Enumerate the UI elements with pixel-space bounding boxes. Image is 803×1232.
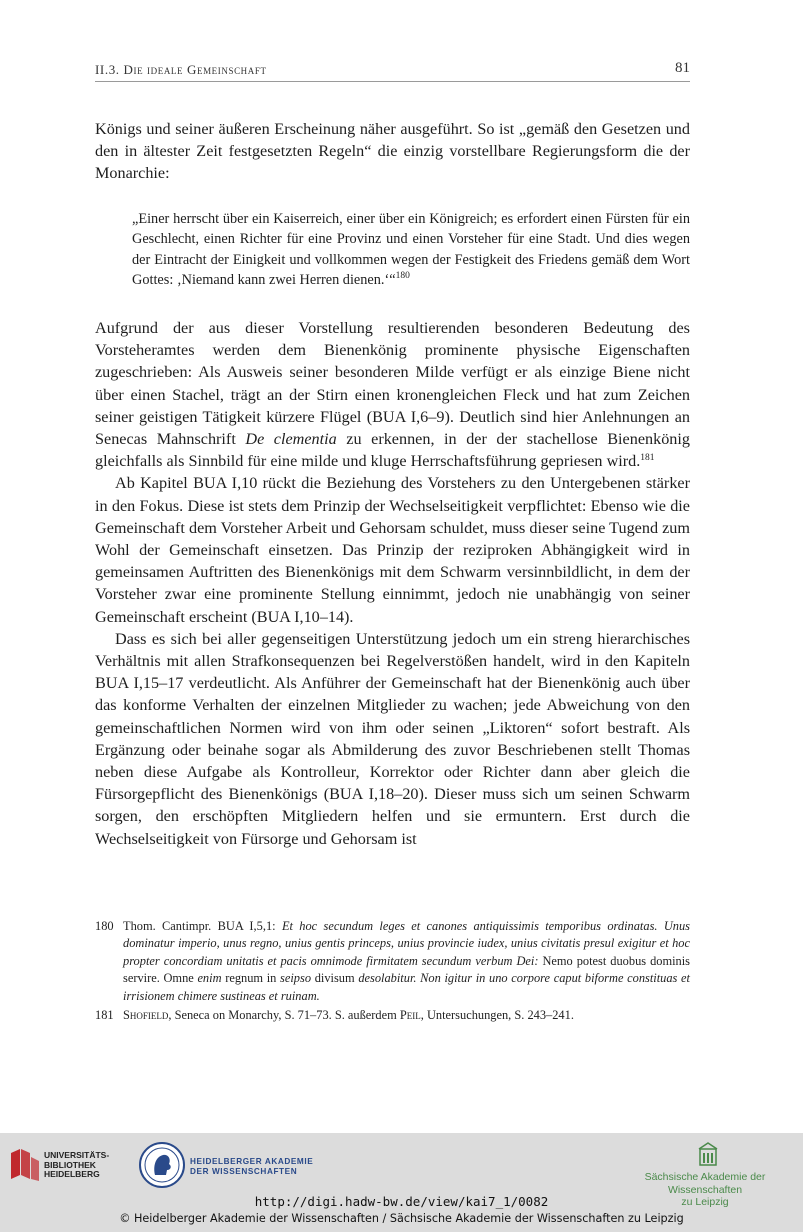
footnote-latin-3: seipso	[280, 971, 312, 986]
footnote-number: 180	[95, 919, 114, 933]
permalink-url[interactable]: http://digi.hadw-bw.de/view/kai7_1/0082	[254, 1194, 549, 1209]
paragraph-intro	[95, 118, 690, 185]
page-number: 81	[675, 60, 690, 76]
building-icon	[698, 1141, 718, 1167]
saw-line-1: Sächsische Akademie der Wissenschaften	[644, 1171, 766, 1196]
footnote-latin-roman-1: Nemo potest duobus dominis servire. Omne	[123, 953, 690, 986]
footnote-ref-181[interactable]: 181	[640, 453, 655, 464]
hadw-logo[interactable]	[138, 1141, 328, 1193]
saw-leipzig-logo[interactable]	[620, 1141, 790, 1208]
paragraph-2	[95, 317, 690, 472]
footnote-latin-1: Et hoc secundum leges et canones antiquissimis temporibus ordinatas. Unus dominatur imperio, unus regno, unius gentis princeps, unius provincie iudex, unius civitatis presul exigitur et hoc propter concordiam unitatis et pacis omnimode firmitatem secundum verbum Dei:	[123, 919, 690, 968]
footnote-author: Shofield	[123, 1008, 169, 1023]
hadw-line-2: DER WISSENSCHAFTEN	[190, 1167, 298, 1176]
academy-seal-icon	[138, 1141, 186, 1189]
ub-line-2: BIBLIOTHEK	[44, 1159, 96, 1170]
work-title-de-clementia: De clementia	[245, 430, 337, 449]
ub-heidelberg-logo[interactable]	[8, 1143, 108, 1187]
ub-logo-icon	[8, 1145, 42, 1183]
footnote-text: , Seneca on Monarchy, S. 71–73. S. außerdem	[168, 1008, 400, 1023]
main-text	[95, 317, 690, 850]
ub-logo-text	[44, 1151, 109, 1180]
paragraph-3: Ab Kapitel BUA I,10 rückt die Beziehung des Vorstehers zu den Untergebenen stärker in den Fokus. Diese ist stets dem Prinzip der Wechselseitigkeit verpflichtet: Ebenso wie die Gemeinschaft dem Vorsteher Arbeit und Gehorsam schuldet, muss dieser seine Tugend zum Wohl der Gemeinschaft einsetzen. Das Prinzip der reziproken Abhängigkeit wird in gemeinsamen Auftritten des Bienenkönigs mit dem Schwarm versinnbildlicht, in dem der Vorsteher zwar eine prominente Stellung einnimmt, jedoch nie unabhängig von seiner Gemeinschaft erscheint (BUA I,10–14).	[95, 474, 690, 626]
footnote-number: 181	[95, 1008, 114, 1023]
footnote-180	[95, 918, 690, 1005]
hadw-logo-text	[190, 1157, 313, 1177]
paragraph-2-text-b: zu erkennen, in der der stachellose Bienenkönig gleichfalls als Sinnbild für eine milde und kluge Herrschaftsführung gepriesen wird.	[95, 430, 690, 471]
footnote-source: Thom. Cantimpr. BUA I,5,1:	[123, 919, 282, 933]
saw-line-2: zu Leipzig	[681, 1196, 729, 1208]
footnote-text: , Untersuchungen, S. 243–241.	[420, 1008, 574, 1023]
quote-text: „Einer herrscht über ein Kaiserreich, einer über ein Königreich; es erfordert einen Fürsten für ein Geschlecht, einen Richter für eine Provinz und einen Vorsteher für eine Stadt. Und dies wegen der Eintracht der Einigkeit und vollkommen wegen der Festigkeit des Friedens gemäß dem Wort Gottes: ‚Niemand kann zwei Herren dienen.‘“	[132, 211, 690, 289]
block-quote	[132, 209, 690, 291]
running-header	[95, 60, 690, 82]
footnote-ref-180[interactable]: 180	[395, 271, 410, 282]
footnote-latin-roman-2: regnum in	[221, 971, 281, 986]
ub-line-1: UNIVERSITÄTS-	[44, 1150, 110, 1160]
paragraph-4: Dass es sich bei aller gegenseitigen Unterstützung jedoch um ein streng hierarchisches Verhältnis mit allen Strafkonsequenzen bei Regelverstößen handelt, wird in den Kapiteln BUA I,15–17 verdeutlicht. Als Anführer der Gemeinschaft hat der Bienenkönig auch über das konforme Verhalten der einzelnen Mitglieder zu wachen; jede Abweichung von den gemeinschaftlichen Normen wird von ihm oder seinen „Liktoren“ sofort bestraft. Als Ergänzung oder beinahe sogar als Abmilderung des zuvor Beschriebenen stellt Thomas neben diese Aufgabe als Kontrolleur, Korrektor oder Richter dann aber gleich die Fürsorgepflicht des Bienenkönigs (BUA I,18–20). Dieser muss sich um seinen Schwarm sorgen, den erschöpften Mitgliedern helfen und sie ermuntern. Erst durch die Wechselseitigkeit von Fürsorge und Gehorsam ist	[95, 629, 690, 848]
running-title: II.3. Die ideale Gemeinschaft	[95, 62, 267, 77]
footnote-latin-4: desolabitur. Non igitur in uno corpore caput biforme constituas et irrisionem chimere sustineas et ruinam.	[123, 971, 690, 1003]
footnote-latin-2: enim	[197, 971, 222, 986]
paragraph-1: Königs und seiner äußeren Erscheinung näher ausgeführt. So ist „gemäß den Gesetzen und den in ältester Zeit festgesetzten Regeln“ die einzig vorstellbare Regierungsform die der Monarchie:	[95, 120, 690, 183]
copyright-notice: © Heidelberger Akademie der Wissenschaften / Sächsische Akademie der Wissenschaften zu Leipzig	[119, 1212, 684, 1225]
footnotes	[95, 918, 690, 1026]
footnote-latin-roman-3: divisum	[311, 971, 359, 986]
hadw-line-1: HEIDELBERGER AKADEMIE	[190, 1157, 314, 1166]
ub-line-3: HEIDELBERG	[44, 1169, 100, 1179]
paragraph-2-text-a: Aufgrund der aus dieser Vorstellung resultierenden besonderen Bedeutung des Vorsteheramtes werden dem Bienenkönig prominente physische Eigenschaften zugeschrieben: Als Ausweis seiner besonderen Milde verfügt er als einzige Biene nicht über einen Stachel, trägt an der Stirn einen kronengleichen Fleck und hat zum Zeichen seiner geistigen Tätigkeit kürzere Flügel (BUA I,6–9). Deutlich sind hier Anlehnungen an Senecas Mahnschrift	[95, 319, 690, 449]
footnote-181	[95, 1007, 690, 1024]
footnote-author: Peil	[399, 1008, 421, 1023]
